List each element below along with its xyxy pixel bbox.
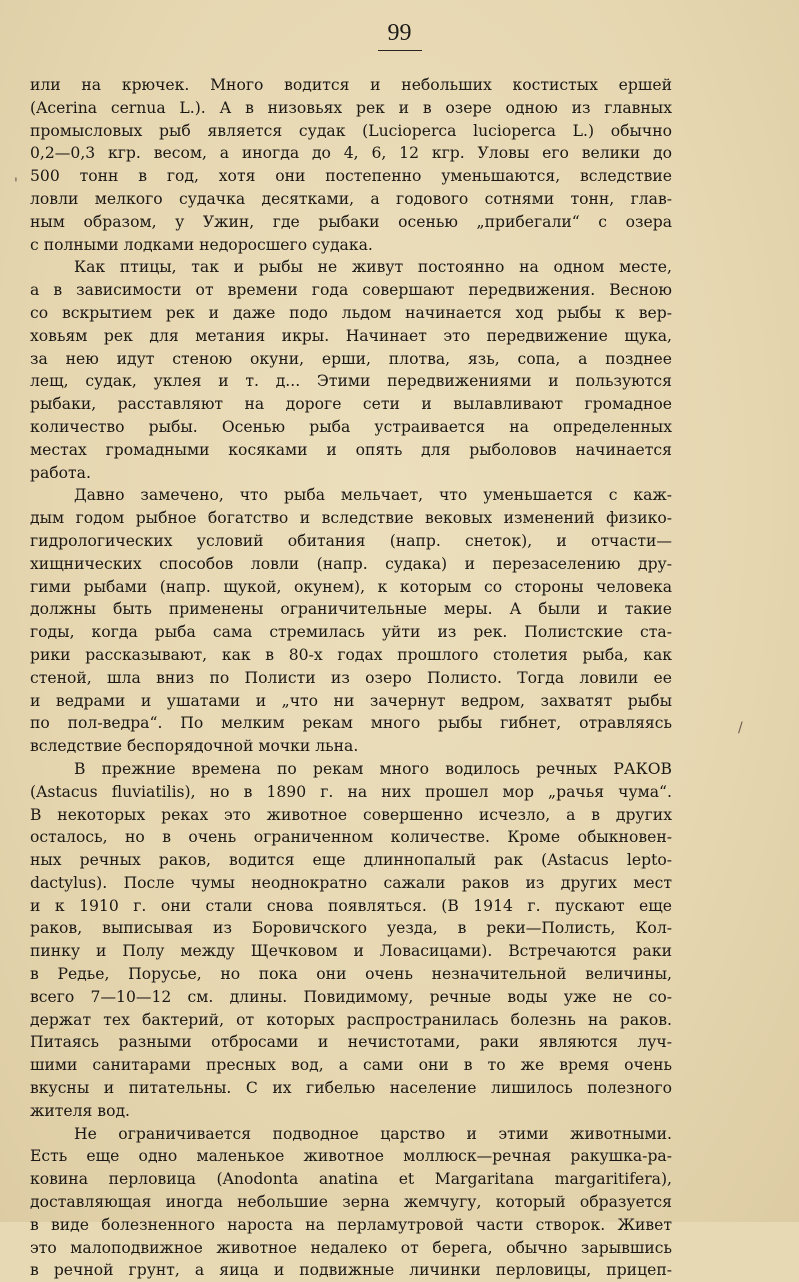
text-line: в Редье, Порусье, но пока они очень незначительной величины, xyxy=(30,965,672,984)
text-line: всего 7—10—12 см. длины. Повидимому, речные воды уже не со- xyxy=(30,987,672,1006)
text-line: работа. xyxy=(30,463,91,482)
text-line: и к 1910 г. они стали снова появляться. (В 1914 г. пускают еще xyxy=(30,896,672,915)
text-line: стеной, шла вниз по Полисти из озеро Полисто. Тогда ловили ее xyxy=(30,668,672,687)
text-line: dactylus). После чумы неоднократно сажали раков из других мест xyxy=(30,873,672,892)
text-line: 500 тонн в год, хотя они постепенно уменьшаются, вследствие xyxy=(30,167,672,186)
text-line: пинку и Полу между Щечковом и Ловасицами). Встречаются раки xyxy=(30,942,672,961)
page-header xyxy=(0,18,799,51)
text-line: (Astacus fluviatilis), но в 1890 г. на них прошел мор „рачья чума“. xyxy=(30,782,672,801)
text-line: в речной грунт, а яица и подвижные личинки перловицы, прицеп- xyxy=(30,1261,672,1280)
text-line: с полными лодками недоросшего судака. xyxy=(30,235,373,254)
text-line: за нею идут стеною окуни, ерши, плотва, язь, сопа, а позднее xyxy=(30,349,672,368)
text-line: Есть еще одно маленькое животное моллюск—речная ракушка-ра- xyxy=(30,1147,672,1166)
text-line: ховьям рек для метания икры. Начинает это передвижение щука, xyxy=(30,326,672,345)
text-line: в виде болезненного нароста на перламутровой части створок. Живет xyxy=(30,1215,672,1234)
text-line: жителя вод. xyxy=(30,1101,131,1120)
text-line: или на крючек. Много водится и небольших костистых ершей xyxy=(30,76,672,94)
text-line: В некоторых реках это животное совершенно исчезло, а в других xyxy=(30,805,672,824)
text-line: 0,2—0,3 кгр. весом, а иногда до 4, 6, 12 кгр. Уловы его велики до xyxy=(30,144,672,163)
text-line: и ведрами и ушатами и „что ни зачернут ведром, захватят рыбы xyxy=(30,691,672,710)
text-line: ным образом, у Ужин, где рыбаки осенью „прибегали“ с озера xyxy=(30,212,672,231)
text-line: Питаясь разными отбросами и нечистотами, раки являются луч- xyxy=(30,1033,672,1052)
text-line: лещ, судак, уклея и т. д... Этими передвижениями и пользуются xyxy=(30,372,672,391)
text-line: Как птицы, так и рыбы не живут постоянно на одном месте, xyxy=(74,258,672,277)
text-line: осталось, но в очень ограниченном количестве. Кроме обыкновен- xyxy=(30,828,672,847)
text-line: (Acerina cernua L.). А в низовьях рек и в озере одною из главных xyxy=(30,98,672,117)
text-line: вследствие беспорядочной мочки льна. xyxy=(30,737,359,756)
text-line: хищнических способов ловли (напр. судака) и перезаселению дру- xyxy=(30,554,672,573)
text-line: со вскрытием рек и даже подо льдом начинается ход рыбы к вер- xyxy=(30,303,672,322)
text-line: В прежние времена по рекам много водилось речных РАКОВ xyxy=(74,759,672,778)
body-text xyxy=(30,74,672,1282)
text-line: дым годом рыбное богатство и вследствие вековых изменений физико- xyxy=(30,509,672,528)
text-line: рики рассказывают, как в 80-х годах прошлого столетия рыба, как xyxy=(30,645,672,664)
text-line: годы, когда рыба сама стремилась уйти из рек. Полистские ста- xyxy=(30,623,672,642)
margin-speck: ' xyxy=(14,176,18,192)
text-line: ковина перловица (Anodonta anatina et Margaritana margaritifera), xyxy=(30,1170,672,1189)
text-line: вкусны и питательны. С их гибелью население лишилось полезного xyxy=(30,1079,672,1098)
text-line: гидрологических условий обитания (напр. снеток), и отчасти— xyxy=(30,531,672,550)
text-line: по пол-ведра“. По мелким рекам много рыбы гибнет, отравляясь xyxy=(30,714,672,733)
text-line: должны быть применены ограничительные меры. А были и такие xyxy=(30,600,672,619)
text-line: а в зависимости от времени года совершают передвижения. Весною xyxy=(30,281,672,300)
text-line: рыбаки, расставляют на дороге сети и вылавливают громадное xyxy=(30,395,672,414)
text-line: гими рыбами (напр. щукой, окунем), к которым со стороны человека xyxy=(30,577,672,596)
text-line: ных речных раков, водится еще длиннопалый рак (Astacus lepto- xyxy=(30,851,672,870)
margin-pencil-mark: / xyxy=(738,720,743,736)
text-line: это малоподвижное животное недалеко от берега, обычно зарывшись xyxy=(30,1238,672,1257)
text-line: раков, выписывая из Боровичского уезда, в реки—Полисть, Кол- xyxy=(30,919,672,938)
text-line: доставляющая иногда небольшие зерна жемчугу, который образуется xyxy=(30,1193,672,1212)
page-number: 99 xyxy=(378,18,422,51)
text-line: шими санитарами пресных вод, а сами они в то же время очень xyxy=(30,1056,672,1075)
text-line: количество рыбы. Осенью рыба устраивается на определенных xyxy=(30,417,672,436)
text-line: держат тех бактерий, от которых распространилась болезнь на раков. xyxy=(30,1010,672,1029)
text-line: Давно замечено, что рыба мельчает, что уменьшается с каж- xyxy=(74,486,672,505)
text-line: Не ограничивается подводное царство и этими животными. xyxy=(74,1124,672,1143)
text-line: местах громадными косяками и опять для рыболовов начинается xyxy=(30,440,672,459)
text-line: ловли мелкого судачка десятками, а годового сотнями тонн, глав- xyxy=(30,189,672,208)
text-line: промысловых рыб является судак (Lucioperca lucioperca L.) обычно xyxy=(30,121,672,140)
